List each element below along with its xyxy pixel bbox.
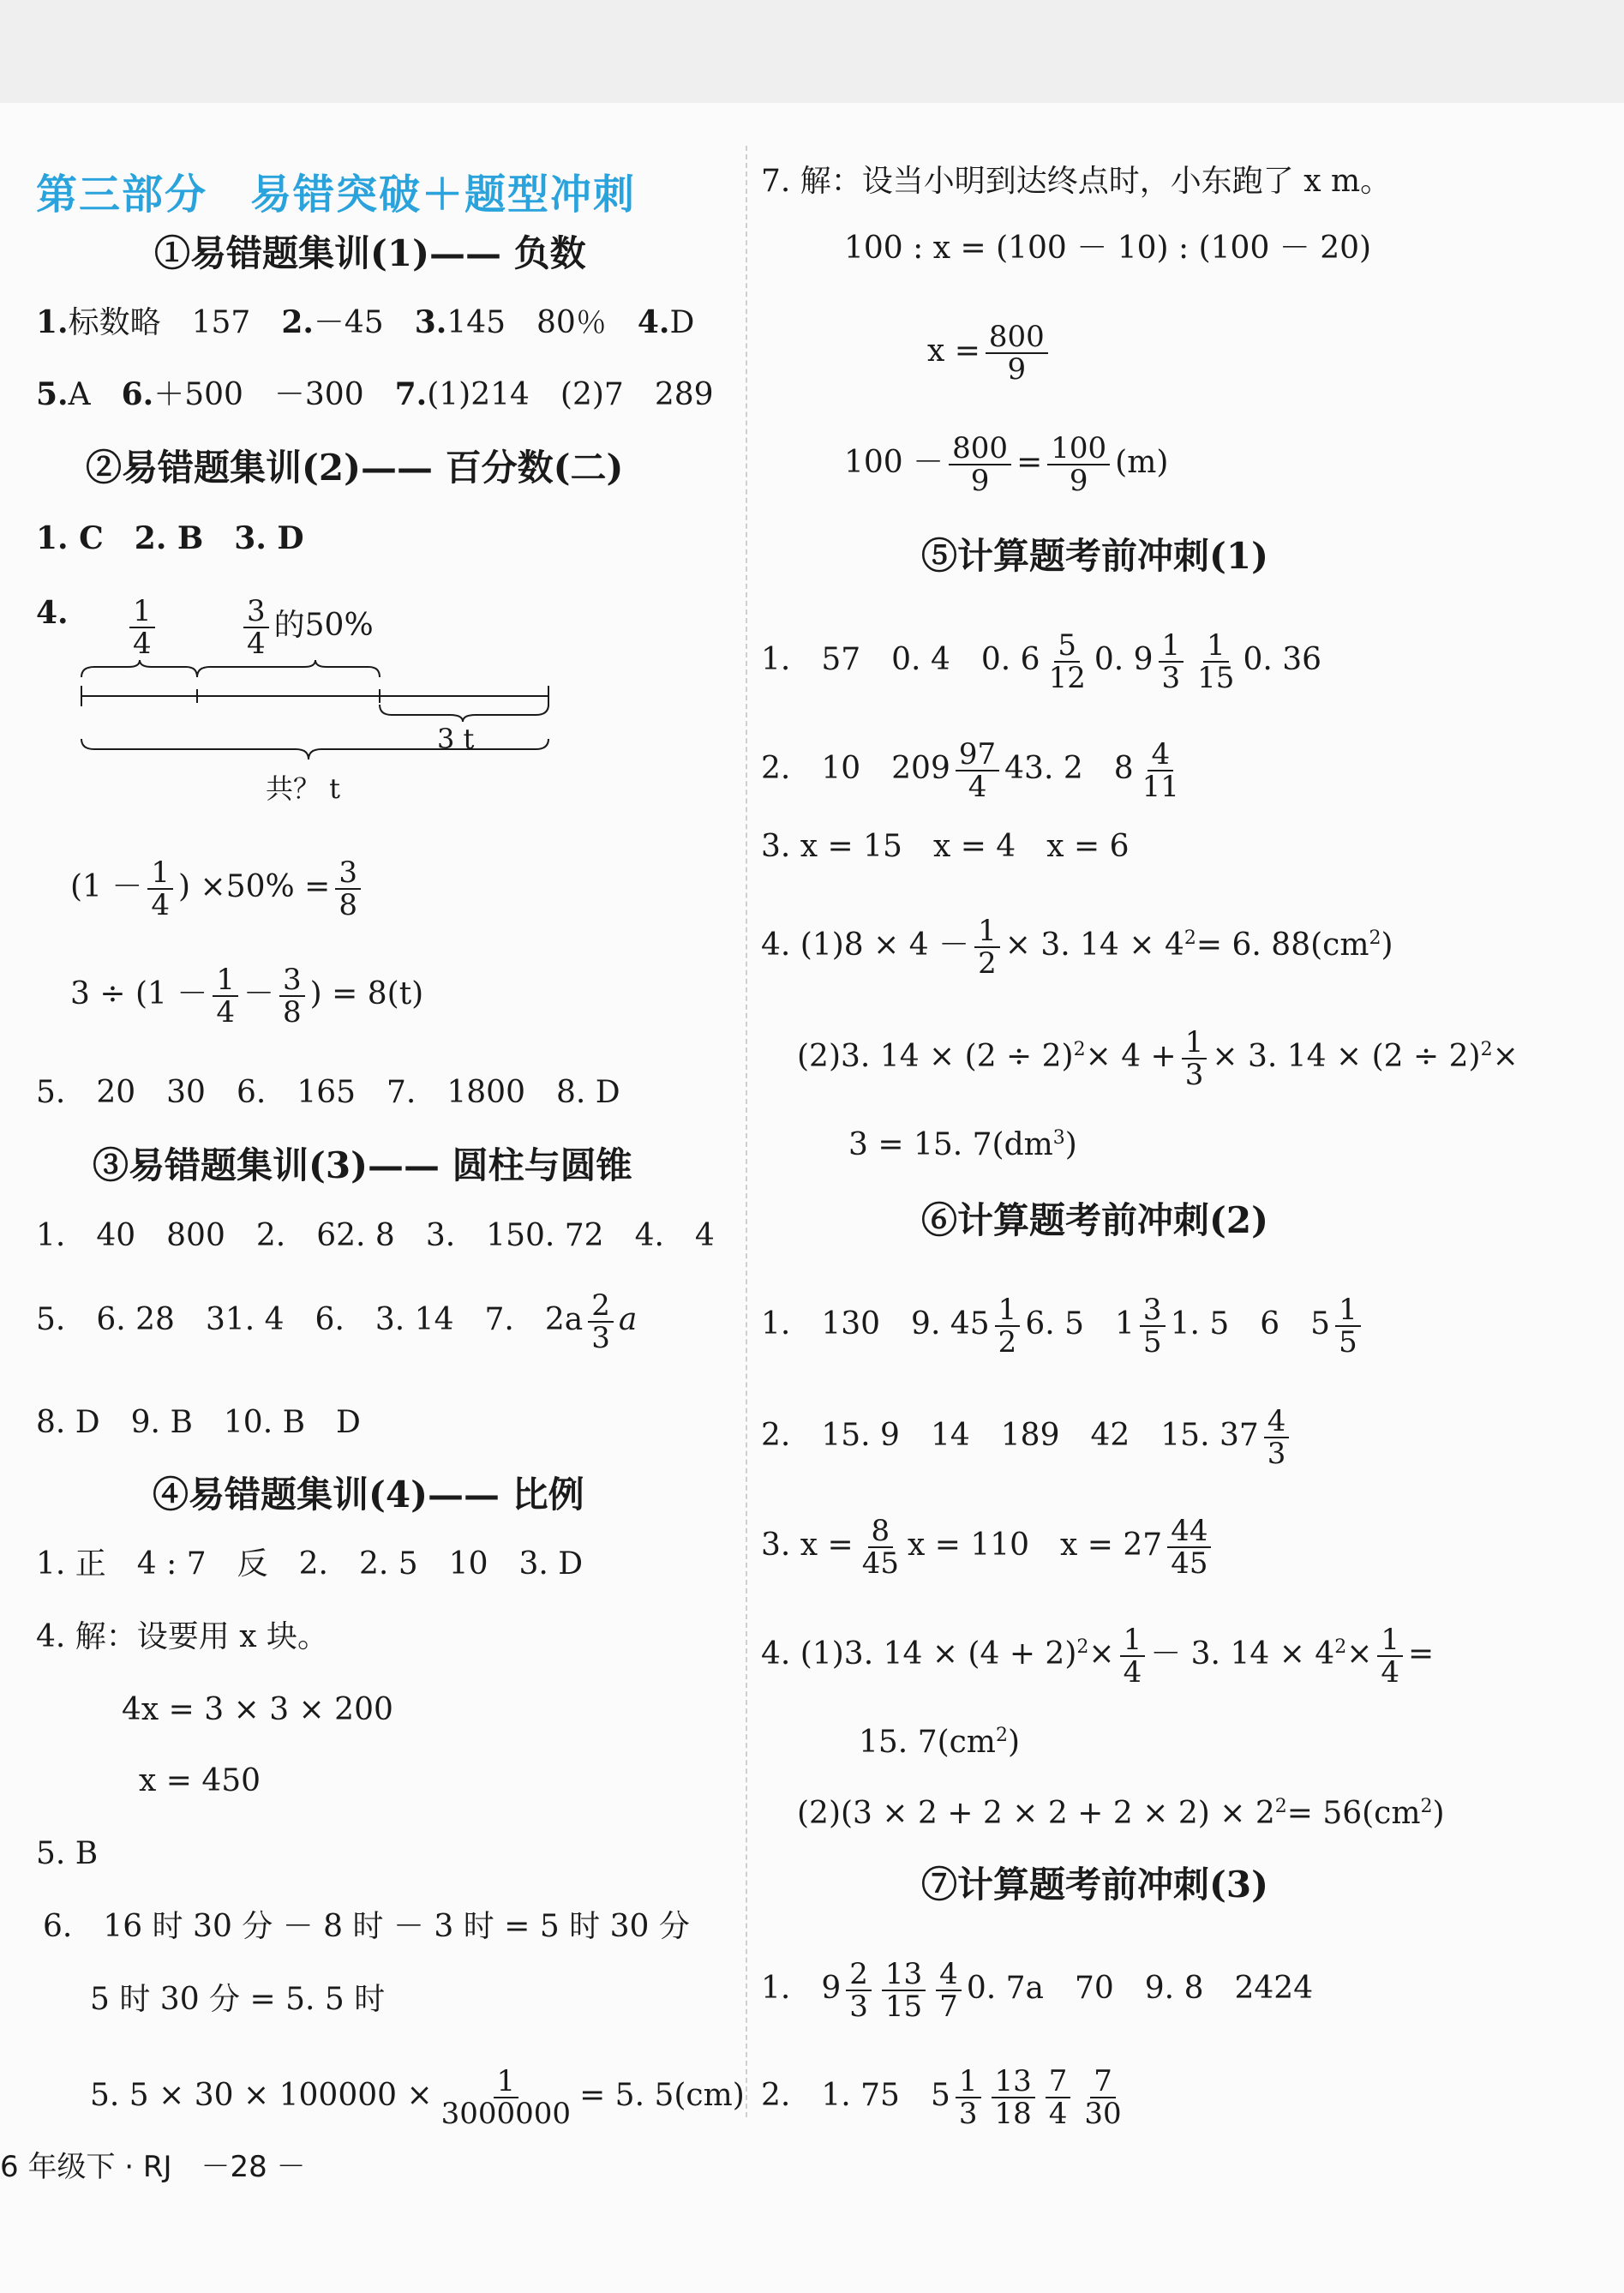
page-footer: 6 年级下 · RJ －28 － <box>0 2150 306 2184</box>
s4-line-6: 6. 16 时 30 分 － 8 时 － 3 时 = 5 时 30 分 <box>43 1909 690 1944</box>
s5-line-4: 4. (1)8 × 4 － $\frac{1}{2}$ × 3. $14 \times 4^2= 6$. $88(cm^2)$ <box>761 914 1393 981</box>
section-title-6: ⑥计算题考前冲刺(2) <box>921 1199 1268 1241</box>
q7-line-4: 100 － $\frac{800}{9}$ = $\frac{100}{9}$ (m) <box>844 431 1169 498</box>
s4-line-7: 5 时 30 分 = 5. 5 时 <box>90 1982 386 2017</box>
s1-line-1: 1.标数略 157 2.－45 3.145 80％ 4.D <box>36 304 695 340</box>
s5-line-1: 1. 57 0. 4 0. 6 $\frac{5}{12}$ 0. 9 $\frac{1}{3}$ $\frac{1}{15}$ 0. 36 <box>761 628 1322 695</box>
s4-line-4: x = 450 <box>139 1763 261 1798</box>
section-title-2: ②易错题集训(2)—— 百分数(二) <box>86 447 624 489</box>
brace-three-quarters-half <box>197 660 380 677</box>
brace-total <box>81 739 548 759</box>
s6-line-2: 2. 15. 9 14 189 42 15. 37 $\frac{4}{3}$ <box>761 1406 1294 1469</box>
s3-line-3: 8. D 9. B 10. B D <box>36 1405 361 1440</box>
column-divider <box>746 146 747 2117</box>
q7-line-1: 7. 解：设当小明到达终点时，小东跑了 x m。 <box>761 164 1392 199</box>
s2-line-5: 5. 20 30 6. 165 7. 1800 8. D <box>36 1075 620 1110</box>
s1-line-2: 5.A 6.＋500 －300 7.(1)214 (2)7 289 <box>36 376 714 412</box>
section-title-7: ⑦计算题考前冲刺(3) <box>921 1864 1268 1906</box>
line-segment-diagram <box>73 660 553 763</box>
diagram-label-3t: 3 t <box>437 723 475 755</box>
s2-equation-2: 3 ÷ (1 － $\frac{1}{4}$ － $\frac{3}{8}$ ) = 8(t) <box>70 963 424 1029</box>
diagram-label-quarter: $\frac{1}{4}$ <box>124 596 160 659</box>
brace-quarter <box>81 660 197 677</box>
s3-line-2: 5. 6. 28 31. 4 6. 3. 14 7. 2a $\frac{2}{3}$ a <box>36 1288 638 1355</box>
s6-line-6: $(2)(3 \times 2 + 2 \times 2 + 2 \times 2) \times 2^2= 56(cm^2)$ <box>797 1796 1445 1831</box>
s6-line-4: 4. (1)3. $14 \times (4 + 2)^2\times$ $\frac{1}{4}$ － 3. $14 \times 4^2\times$ $\frac{1}{4}$ = <box>761 1623 1435 1690</box>
s4-line-2: 4. 解：设要用 x 块。 <box>36 1619 328 1654</box>
section-title-5: ⑤计算题考前冲刺(1) <box>921 535 1268 577</box>
s4-line-3: 4x = 3 × 3 × 200 <box>122 1692 393 1727</box>
s2-q4-label: 4. <box>36 595 69 631</box>
section-title-3: ③易错题集训(3)—— 圆柱与圆锥 <box>93 1144 632 1186</box>
s5-line-5: (2)3. $14 \times (2 \div 2)^2\times 4$ + $\frac{1}{3}$ × 3. $14 \times (2 \div 2)^2\times$ <box>797 1025 1519 1092</box>
s5-line-3: 3. x = 15 x = 4 x = 6 <box>761 829 1130 864</box>
section-title-1: ①易错题集训(1)—— 负数 <box>154 232 586 274</box>
s7-line-2: 2. 1. 75 5 $\frac{1}{3}$ $\frac{13}{18}$ $\frac{7}{4}$ $\frac{7}{30}$ <box>761 2064 1122 2131</box>
s4-line-8: 5. 5 × 30 × 100000 × $\frac{1}{3000000}$ = 5. 5(cm) <box>90 2064 745 2131</box>
s2-line-1: 1. C 2. B 3. D <box>36 520 304 556</box>
diagram-label-total: 共？ t <box>266 772 341 805</box>
diagram-label-three-quarters: $\frac{3}{4}$ 的50% <box>238 596 374 659</box>
s6-line-1: 1. 130 9. 45 $\frac{1}{2}$ 6. 5 1 $\frac{3}{5}$ 1. 5 6 5 $\frac{1}{5}$ <box>761 1294 1366 1358</box>
s5-line-2: 2. 10 209 $\frac{97}{4}$ 43. 2 8 $\frac{4}{11}$ <box>761 737 1179 804</box>
part-title: 第三部分 易错突破＋题型冲刺 <box>36 171 637 219</box>
s5-line-6: 3 = 15. $7(dm^3)$ <box>848 1127 1077 1162</box>
brace-remaining <box>380 705 548 722</box>
s6-line-3: 3. x = $\frac{8}{45}$ x = 110 x = 27 $\frac{44}{45}$ <box>761 1516 1216 1579</box>
q7-line-3: x = $\frac{800}{9}$ <box>927 321 1053 385</box>
q7-line-2: 100 : x = (100 － 10) : (100 － 20) <box>844 231 1372 266</box>
section-title-4: ④易错题集训(4)—— 比例 <box>153 1474 584 1516</box>
s3-line-1: 1. 40 800 2. 62. 8 3. 150. 72 4. 4 <box>36 1218 715 1253</box>
s6-line-5: 15. $7(cm^2)$ <box>859 1725 1020 1760</box>
scan-top-band <box>0 0 1624 103</box>
s4-line-5: 5. B <box>36 1836 99 1871</box>
s2-equation-1: (1 － $\frac{1}{4}$ ) ×50% = $\frac{3}{8}$ <box>70 857 366 921</box>
s7-line-1: 1. 9 $\frac{2}{3}$ $\frac{13}{15}$ $\frac{4}{7}$ 0. 7a 70 9. 8 2424 <box>761 1957 1314 2024</box>
s4-line-1: 1. 正 4 : 7 反 2. 2. 5 10 3. D <box>36 1546 584 1582</box>
